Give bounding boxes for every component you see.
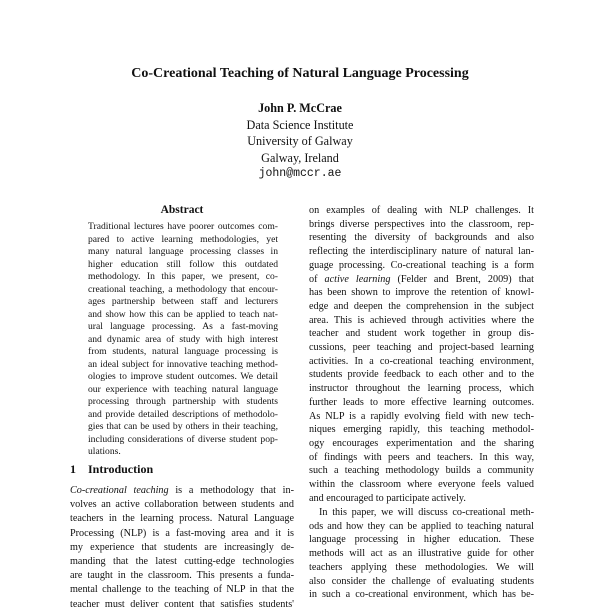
- text-line: methodology. In this paper, we present, co-: [88, 271, 278, 282]
- text-line: and provide detailed descriptions of methodolo-: [88, 408, 278, 420]
- text-line: also consider the challenge of evaluating students: [309, 575, 534, 587]
- text-span: of: [309, 273, 325, 285]
- text-line: [70, 484, 294, 497]
- text-line: and show how this can be applied to teach nat-: [88, 308, 278, 320]
- text-line: pared to active learning methodologies, yet: [88, 233, 278, 245]
- text-line: ods and how they can be applied to teaching natural: [309, 520, 534, 532]
- text-line: guage processing. Co-creational teaching is a form: [309, 259, 534, 271]
- citation-text: (Felder and Brent, 2009) that: [390, 273, 534, 285]
- text-line: from students, natural language processing is: [88, 346, 278, 357]
- text-line: including considerations of diverse student pop-: [88, 433, 278, 445]
- text-span: is a methodology that in-: [168, 485, 294, 496]
- text-line: has been shown to improve the retention of knowl-: [309, 287, 534, 299]
- paper-title: Co-Creational Teaching of Natural Language Processing: [131, 66, 469, 81]
- text-line: our experience with teaching natural language: [88, 383, 278, 395]
- affiliation-line: Data Science Institute: [246, 117, 354, 132]
- text-line: instructor throughout the learning process, which: [309, 383, 534, 395]
- text-line: processing through partnership with students: [88, 396, 278, 407]
- text-line: Processing (NLP) is a fast-moving area and it is: [70, 527, 294, 539]
- text-line: ogy encourages experimentation and the sharing: [309, 437, 534, 449]
- text-line: further leads to more effective learning outcomes.: [309, 396, 534, 408]
- affiliation-line: University of Galway: [247, 134, 353, 148]
- text-line: In this paper, we will discuss co-creational meth-: [319, 507, 534, 518]
- text-line: and dynamic area of study with high interest: [88, 333, 278, 345]
- text-line: mental challenge to the teaching of NLP in that the: [70, 584, 294, 596]
- text-line: resenting the diversity of backgrounds and also: [309, 232, 534, 244]
- text-line: language processing in higher education. These: [309, 534, 534, 546]
- text-line: cussions, peer teaching and project-based learning: [309, 342, 534, 353]
- affiliation-line: Galway, Ireland: [261, 150, 339, 165]
- text-line: of findings with peers and teachers. In this way,: [309, 451, 534, 463]
- text-line: Traditional lectures have poorer outcomes com-: [88, 221, 278, 232]
- text-line: ural language processing. As a fast-moving: [88, 321, 278, 332]
- text-line: such a teaching methodology builds a community: [309, 465, 534, 477]
- text-line: many natural language processing classes in: [88, 246, 278, 257]
- author-email: john@mccr.ae: [258, 167, 342, 180]
- text-line: manding that the latest cutting-edge technologies: [70, 556, 294, 567]
- text-line: in such a co-creational environment, which has be-: [309, 589, 534, 601]
- text-line: an ideal subject for innovative teaching method-: [88, 358, 278, 370]
- text-line: my experience that students are increasingly de-: [70, 541, 294, 553]
- text-line: teachers applying these methodologies. We will: [309, 561, 534, 573]
- text-line: activities. In a co-creational teaching environment,: [309, 355, 534, 367]
- italic-term: Co-creational teaching: [70, 485, 169, 496]
- text-line: creational teaching, a methodology that encour-: [88, 283, 278, 295]
- text-line: As NLP is a rapidly evolving field with new tech-: [309, 410, 534, 422]
- author-name: John P. McCrae: [258, 101, 342, 115]
- text-line: teachers in the learning process. Natural Language: [70, 513, 294, 525]
- text-line: are taught in the classroom. This presents a funda-: [70, 570, 294, 582]
- text-line: reflecting the interdisciplinary nature of natural lan-: [309, 246, 534, 258]
- text-line: students provide feedback to each other and to the: [309, 369, 534, 381]
- text-line: gies that can be used by others in their teaching,: [88, 421, 278, 432]
- text-line: methods will act as an illustrative guide for other: [309, 548, 534, 560]
- text-line: ulations.: [88, 446, 121, 457]
- text-line: edge and deepen the comprehension in the subject: [309, 300, 534, 312]
- text-line: teacher and student work together in group dis-: [309, 328, 534, 340]
- text-line: volves an active collaboration between students and: [70, 499, 294, 511]
- text-line: niques emerging rapidly, this teaching methodol-: [309, 424, 534, 436]
- text-line: within the classroom where everyone feels valued: [309, 479, 534, 490]
- text-line: [309, 273, 534, 286]
- abstract-heading: Abstract: [160, 204, 204, 216]
- text-line: on examples of dealing with NLP challenges. It: [309, 205, 534, 216]
- section-title: Introduction: [88, 462, 154, 476]
- text-line: area. This is achieved through activities where the: [309, 314, 534, 326]
- text-line: teacher must deliver content that satisfies students': [70, 598, 294, 610]
- section-heading-introduction: [70, 462, 153, 477]
- author-block: [0, 100, 600, 183]
- text-line: higher education still follow this outdated: [88, 258, 278, 270]
- section-number: 1: [70, 462, 76, 476]
- text-line: and encouraged to participate actively.: [309, 492, 466, 504]
- text-line: ages partnership between staff and lecturers: [88, 296, 278, 307]
- text-line: brings diverse perspectives into the classroom, rep-: [309, 218, 534, 230]
- italic-term: active learning: [324, 273, 391, 285]
- text-line: ologies to improve student outcomes. We detail: [88, 371, 278, 382]
